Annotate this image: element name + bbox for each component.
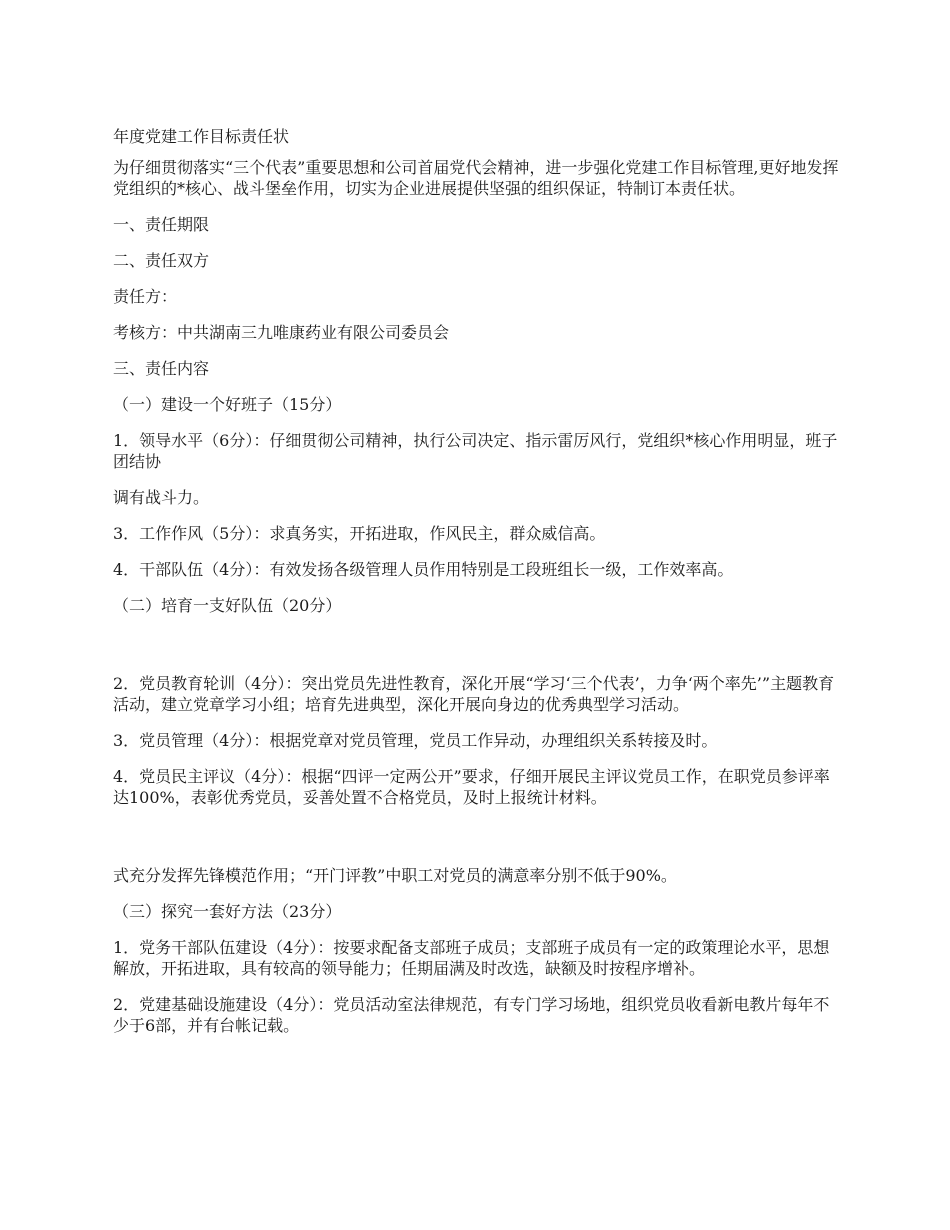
item-cadre-team: 4．干部队伍（4分）：有效发扬各级管理人员作用特别是工段班组长一级，工作效率高。 bbox=[113, 560, 734, 579]
item-member-management: 3．党员管理（4分）：根据党章对党员管理，党员工作异动，办理组织关系转接及时。 bbox=[113, 731, 718, 750]
item-work-style: 3．工作作风（5分）：求真务实，开拓进取，作风民主，群众威信高。 bbox=[113, 524, 606, 543]
subsection-leadership-team: （一）建设一个好班子（15分） bbox=[113, 395, 342, 414]
subsection-methods: （三）探究一套好方法（23分） bbox=[113, 902, 342, 921]
section-parties: 二、责任双方 bbox=[113, 251, 210, 270]
assessing-party: 考核方：中共湖南三九唯康药业有限公司委员会 bbox=[113, 323, 450, 342]
item-cadre-construction: 1．党务干部队伍建设（4分）：按要求配备支部班子成员；支部班子成员有一定的政策理论水平，思想解放，开拓进取，具有较高的领导能力；任期届满及时改选，缺额及时按程序增补。 bbox=[113, 938, 830, 978]
item-member-education: 2．党员教育轮训（4分）：突出党员先进性教育，深化开展“学习‘三个代表’，力争‘两个率先’”主题教育活动，建立党章学习小组；培育先进典型，深化开展向身边的优秀典型学习活动。 bbox=[113, 674, 835, 714]
section-responsibility-content: 三、责任内容 bbox=[113, 359, 210, 378]
subsection-team-building: （二）培育一支好队伍（20分） bbox=[113, 596, 342, 615]
item-vanguard-role: 式充分发挥先锋模范作用；“开门评教”中职工对党员的满意率分别不低于90%。 bbox=[113, 866, 677, 885]
item-leadership-level: 1．领导水平（6分）：仔细贯彻公司精神，执行公司决定、指示雷厉风行，党组织*核心作用明显，班子团结协 bbox=[113, 431, 838, 471]
responsible-party: 责任方： bbox=[113, 287, 178, 306]
item-democratic-review: 4．党员民主评议（4分）：根据“四评一定两公开”要求，仔细开展民主评议党员工作，在职党员参评率达100%，表彰优秀党员，妥善处置不合格党员，及时上报统计材料。 bbox=[113, 767, 830, 807]
section-responsibility-period: 一、责任期限 bbox=[113, 215, 210, 234]
item-infrastructure: 2．党建基础设施建设（4分）：党员活动室法律规范，有专门学习场地，组织党员收看新电教片每年不少于6部，并有台帐记载。 bbox=[113, 995, 830, 1035]
document-page bbox=[113, 126, 840, 1051]
item-leadership-level-continued: 调有战斗力。 bbox=[113, 488, 210, 507]
document-title: 年度党建工作目标责任状 bbox=[113, 127, 290, 146]
intro-paragraph: 为仔细贯彻落实“三个代表”重要思想和公司首届党代会精神，进一步强化党建工作目标管理,更好地发挥党组织的*核心、战斗堡垒作用，切实为企业进展提供坚强的组织保证，特制订本责任状。 bbox=[113, 158, 839, 198]
